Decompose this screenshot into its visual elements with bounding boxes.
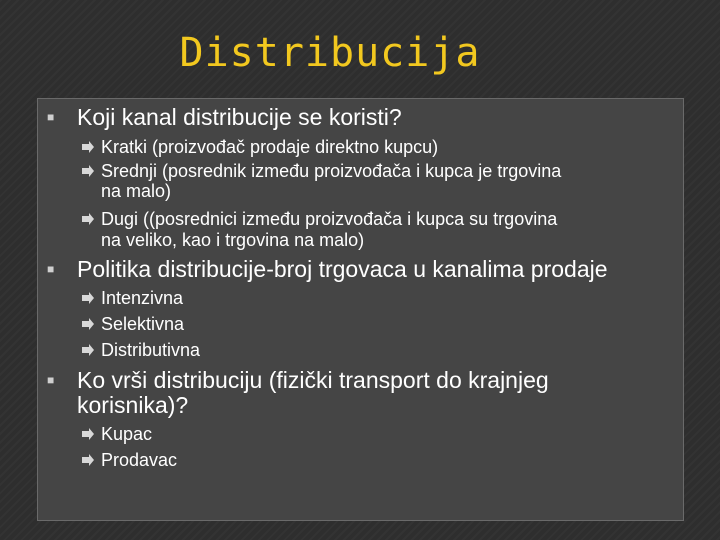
sub-bullet-prodavac [101,451,691,470]
sub-bullet-text: Srednji (posrednik između proizvođača i kupca je trgovina [101,161,562,181]
arrow-bullet-icon [81,428,95,440]
bullet-text: Politika distribucije-broj trgovaca u kanalima prodaje [77,256,608,282]
sub-bullet-text: Distributivna [101,340,201,360]
square-bullet-icon: ■ [47,110,55,124]
bullet-text: korisnika)? [77,392,189,418]
sub-bullet-kupac [101,425,691,444]
sub-bullet-text: Kupac [101,424,153,444]
square-bullet-icon: ■ [47,373,55,387]
arrow-bullet-icon [81,454,95,466]
bullet-ko-vrsi-cont [77,394,697,417]
sub-bullet-text: Kratki (proizvođač prodaje direktno kupcu) [101,137,439,157]
sub-bullet-srednji [101,162,691,181]
slide-title: Distribucija [179,30,481,76]
sub-bullet-text: na veliko, kao i trgovina na malo) [101,230,365,250]
sub-bullet-text: na malo) [101,181,172,201]
arrow-bullet-icon [81,318,95,330]
sub-bullet-kratki [101,138,691,157]
bullet-text: Koji kanal distribucije se koristi? [77,104,402,130]
sub-bullet-intenzivna [101,289,691,308]
bullet-koji-kanal [47,104,697,130]
sub-bullet-text: Intenzivna [101,288,184,308]
bullet-text: Ko vrši distribuciju (fizički transport do krajnjeg [77,367,549,393]
sub-bullet-dugi [101,210,691,229]
arrow-bullet-icon [81,213,95,225]
square-bullet-icon: ■ [47,262,55,276]
sub-bullet-text: Dugi ((posrednici između proizvođača i kupca su trgovina [101,209,558,229]
bullet-ko-vrsi [47,367,697,393]
arrow-bullet-icon [81,141,95,153]
sub-bullet-distributivna [101,341,691,360]
arrow-bullet-icon [81,344,95,356]
sub-bullet-selektivna [101,315,691,334]
bullet-politika [47,256,697,282]
sub-bullet-dugi-cont [101,231,691,250]
sub-bullet-text: Prodavac [101,450,178,470]
arrow-bullet-icon [81,165,95,177]
arrow-bullet-icon [81,292,95,304]
sub-bullet-srednji-cont [101,182,691,201]
sub-bullet-text: Selektivna [101,314,185,334]
